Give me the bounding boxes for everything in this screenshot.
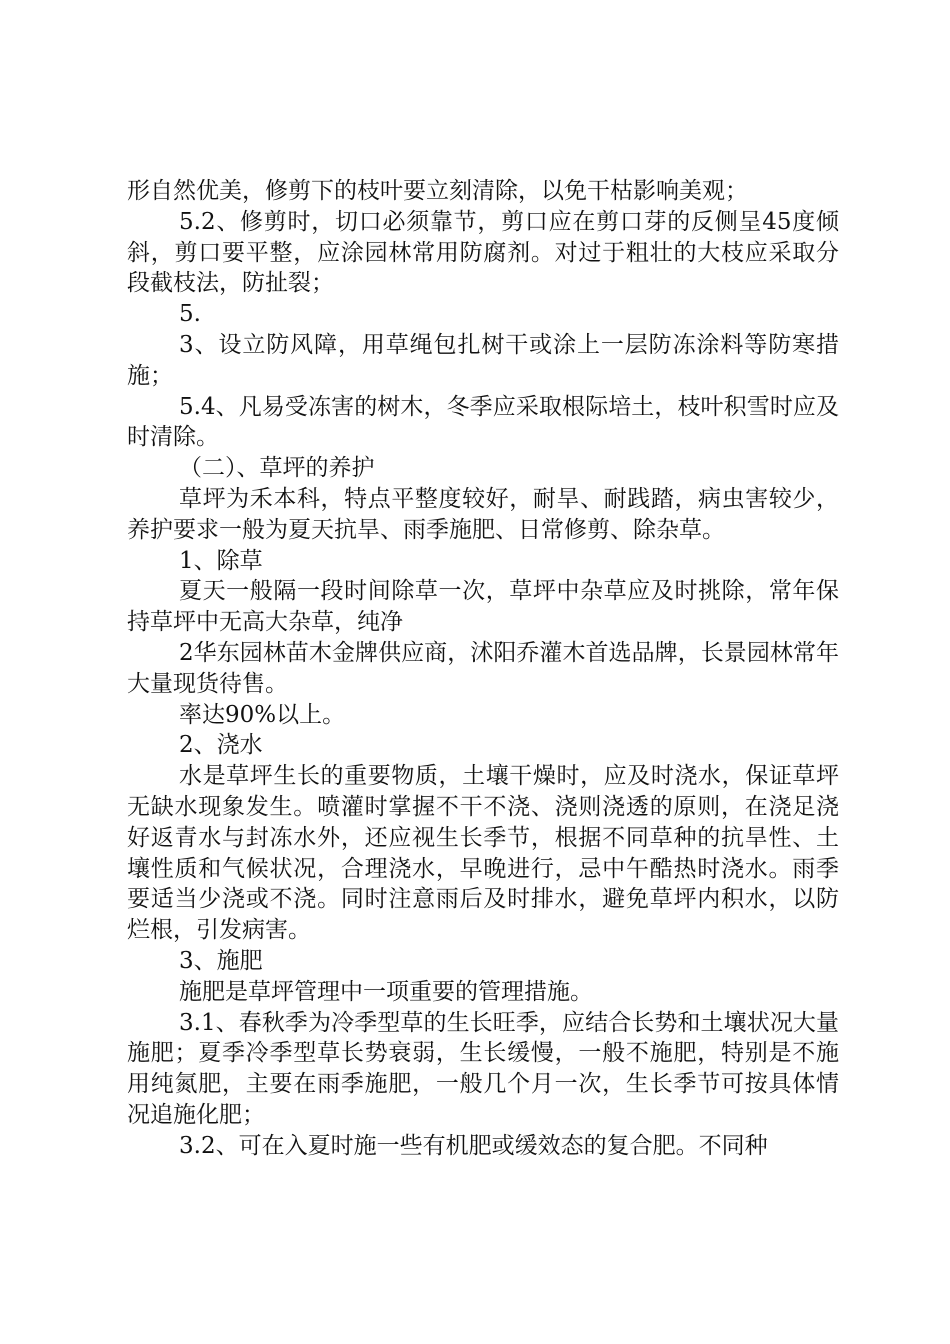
paragraph-weeding: 夏天一般隔一段时间除草一次，草坪中杂草应及时挑除，常年保持草坪中无高大杂草，纯净 (127, 578, 839, 636)
paragraph-3-2-organic: 3.2、可在入夏时施一些有机肥或缓效态的复合肥。不同种 (179, 1132, 768, 1159)
paragraph-advertisement: 2华东园林苗木金牌供应商，沭阳乔灌木首选品牌，长景园林常年大量现货待售。 (127, 639, 839, 697)
subheading-watering: 2、浇水 (179, 732, 263, 759)
section-heading-lawn-care: （二）、草坪的养护 (179, 455, 375, 482)
paragraph-3-1-season: 3.1、春秋季为冷季型草的生长旺季，应结合长势和土壤状况大量施肥；夏季冷季型草长势衰弱，生长缓慢，一般不施肥，特别是不施用纯氮肥，主要在雨季施肥，一般几个月一次，生长季节可按具体情况追施化肥； (127, 1009, 839, 1128)
paragraph-pruning-end: 形自然优美，修剪下的枝叶要立刻清除，以免干枯影响美观； (127, 178, 748, 204)
subheading-weeding: 1、除草 (179, 547, 263, 574)
paragraph-watering: 水是草坪生长的重要物质，土壤干燥时，应及时浇水，保证草坪无缺水现象发生。喷灌时掌握不干不浇、浇则浇透的原则，在浇足浇好返青水与封冻水外，还应视生长季节，根据不同草种的抗旱性、土壤性质和气候状况，合理浇水，早晚进行，忌中午酷热时浇水。雨季要适当少浇或不浇。同时注意雨后及时排水，避免草坪内积水，以防烂根，引发病害。 (127, 763, 839, 944)
paragraph-5-number: 5. (179, 301, 201, 328)
document-body (127, 176, 839, 1162)
paragraph-3-windbreak: 3、设立防风障，用草绳包扎树干或涂上一层防冻涂料等防寒措施； (127, 331, 839, 389)
paragraph-purity-rate: 率达90%以上。 (179, 701, 346, 728)
paragraph-fertilizing-intro: 施肥是草坪管理中一项重要的管理措施。 (179, 978, 593, 1005)
subheading-fertilizing: 3、施肥 (179, 947, 263, 974)
paragraph-5-4-frost: 5.4、凡易受冻害的树木，冬季应采取根际培土，枝叶积雪时应及时清除。 (127, 393, 839, 451)
paragraph-5-2-cutting: 5.2、修剪时，切口必须靠节，剪口应在剪口芽的反侧呈45度倾斜，剪口要平整，应涂园林常用防腐剂。对过于粗壮的大枝应采取分段截枝法，防扯裂； (127, 208, 839, 297)
paragraph-lawn-intro: 草坪为禾本科，特点平整度较好，耐旱、耐践踏，病虫害较少，养护要求一般为夏天抗旱、雨季施肥、日常修剪、除杂草。 (127, 485, 839, 543)
